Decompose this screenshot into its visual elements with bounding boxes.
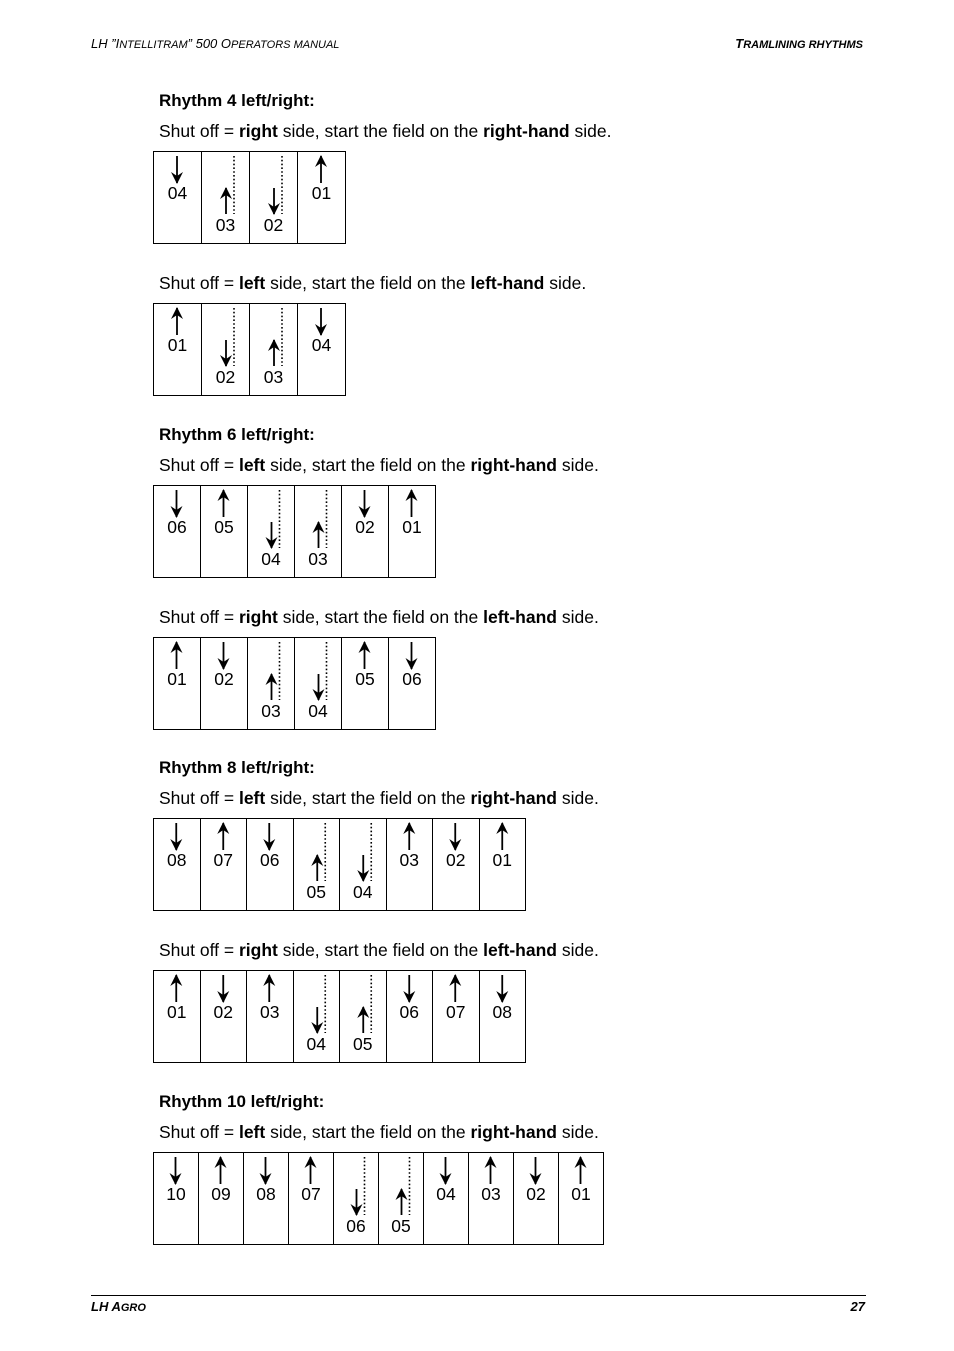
track-number: 03	[261, 701, 281, 721]
description-text: side, start the field on the	[277, 121, 484, 141]
track-number: 07	[446, 1002, 466, 1022]
track-cell	[199, 1153, 244, 1244]
track-cell	[387, 971, 434, 1062]
emphasis-text: right-hand	[470, 455, 557, 475]
description-text: side.	[557, 940, 599, 960]
track-cell	[389, 486, 436, 577]
tramline-diagram	[153, 637, 436, 730]
track-number: 08	[167, 850, 187, 870]
track-number: 02	[213, 1002, 233, 1022]
running-header-section	[735, 36, 863, 51]
track-number: 04	[436, 1184, 456, 1204]
emphasis-text: left-hand	[483, 940, 557, 960]
shutoff-description	[159, 273, 586, 294]
track-number: 03	[215, 215, 236, 235]
track-cell	[298, 304, 346, 395]
track-number: 04	[353, 882, 373, 902]
description-text: side.	[544, 273, 587, 293]
track-number: 05	[353, 1034, 373, 1054]
section-heading: Rhythm 10 left/right:	[159, 1092, 325, 1111]
track-cell	[289, 1153, 334, 1244]
track-number: 04	[261, 549, 281, 569]
track-cell	[201, 971, 248, 1062]
track-number: 02	[446, 850, 466, 870]
track-cell	[154, 1153, 199, 1244]
emphasis-text: left-hand	[483, 607, 557, 627]
track-cell	[334, 1153, 379, 1244]
track-number: 02	[355, 517, 375, 537]
shutoff-description	[159, 1122, 599, 1143]
track-number: 02	[526, 1184, 546, 1204]
section-heading: Rhythm 6 left/right:	[159, 425, 315, 444]
emphasis-text: left	[238, 273, 266, 293]
track-cell	[340, 819, 387, 910]
track-number: 09	[211, 1184, 231, 1204]
emphasis-text: right	[238, 121, 278, 141]
track-number: 03	[260, 1002, 280, 1022]
emphasis-text: left	[238, 788, 266, 808]
emphasis-text: right-hand	[483, 121, 570, 141]
track-cell	[480, 971, 527, 1062]
section-heading: Rhythm 4 left/right:	[159, 91, 315, 110]
track-cell	[424, 1153, 469, 1244]
emphasis-text: left-hand	[470, 273, 545, 293]
track-number: 01	[167, 1002, 187, 1022]
track-number: 08	[492, 1002, 512, 1022]
track-number: 10	[166, 1184, 186, 1204]
track-cell	[340, 971, 387, 1062]
tramline-diagram	[153, 1152, 604, 1245]
track-cell	[202, 304, 250, 395]
track-cell	[342, 638, 389, 729]
track-cell	[201, 486, 248, 577]
track-number: 03	[308, 549, 328, 569]
description-text: Shut off =	[159, 607, 239, 627]
track-number: 06	[167, 517, 187, 537]
track-cell	[379, 1153, 424, 1244]
description-text: side.	[569, 121, 612, 141]
header-title-part: LH ”	[91, 36, 116, 51]
track-cell	[202, 152, 250, 243]
track-cell	[387, 819, 434, 910]
emphasis-text: left	[238, 1122, 266, 1142]
track-cell	[154, 819, 201, 910]
track-number: 01	[571, 1184, 591, 1204]
description-text: Shut off =	[159, 788, 239, 808]
header-title-part: PERATORS MANUAL	[231, 39, 340, 51]
description-text: side, start the field on the	[277, 607, 484, 627]
track-number: 03	[399, 850, 419, 870]
track-cell	[154, 971, 201, 1062]
shutoff-description	[159, 940, 599, 961]
track-number: 01	[311, 183, 332, 203]
track-cell	[480, 819, 527, 910]
description-text: Shut off =	[159, 1122, 239, 1142]
description-text: side, start the field on the	[265, 1122, 471, 1142]
header-title-part: ” 500 O	[187, 36, 232, 51]
track-number: 04	[308, 701, 328, 721]
track-cell	[248, 486, 295, 577]
tramline-diagram	[153, 485, 436, 578]
track-number: 04	[306, 1034, 326, 1054]
track-number: 05	[355, 669, 375, 689]
track-number: 02	[214, 669, 234, 689]
track-cell	[250, 304, 298, 395]
track-cell	[298, 152, 346, 243]
track-cell	[342, 486, 389, 577]
track-number: 06	[260, 850, 280, 870]
track-cell	[154, 638, 201, 729]
emphasis-text: left	[238, 455, 266, 475]
footer-company	[91, 1299, 146, 1314]
track-number: 05	[214, 517, 234, 537]
track-number: 07	[301, 1184, 321, 1204]
track-cell	[433, 819, 480, 910]
track-cell	[201, 819, 248, 910]
footer-company-part: GRO	[120, 1302, 146, 1314]
emphasis-text: right-hand	[470, 1122, 557, 1142]
track-number: 03	[263, 367, 284, 387]
track-cell	[295, 486, 342, 577]
description-text: Shut off =	[159, 121, 239, 141]
emphasis-text: right	[238, 607, 278, 627]
description-text: Shut off =	[159, 273, 239, 293]
emphasis-text: right	[238, 940, 278, 960]
description-text: side, start the field on the	[277, 940, 484, 960]
track-number: 02	[215, 367, 236, 387]
track-cell	[559, 1153, 604, 1244]
track-number: 01	[167, 335, 188, 355]
track-number: 05	[306, 882, 326, 902]
track-cell	[248, 638, 295, 729]
shutoff-description	[159, 121, 611, 142]
track-number: 02	[263, 215, 284, 235]
tramline-diagram	[153, 818, 526, 911]
shutoff-description	[159, 788, 599, 809]
description-text: Shut off =	[159, 940, 239, 960]
description-text: side.	[556, 788, 599, 808]
track-cell	[154, 152, 202, 243]
header-section-part: T	[735, 36, 744, 51]
track-number: 04	[311, 335, 332, 355]
footer-company-part: LH A	[91, 1299, 121, 1314]
track-number: 07	[213, 850, 233, 870]
track-number: 04	[167, 183, 188, 203]
emphasis-text: right-hand	[470, 788, 557, 808]
description-text: side.	[556, 1122, 599, 1142]
track-number: 01	[492, 850, 512, 870]
track-number: 06	[402, 669, 422, 689]
track-number: 03	[481, 1184, 501, 1204]
footer-rule	[91, 1295, 866, 1296]
header-title-part: I	[115, 36, 120, 51]
track-cell	[250, 152, 298, 243]
track-number: 06	[399, 1002, 419, 1022]
description-text: side, start the field on the	[265, 455, 471, 475]
track-cell	[154, 486, 201, 577]
track-cell	[389, 638, 436, 729]
description-text: side.	[556, 455, 599, 475]
track-cell	[247, 971, 294, 1062]
shutoff-description	[159, 607, 599, 628]
track-number: 01	[167, 669, 187, 689]
tramline-diagram	[153, 970, 526, 1063]
track-cell	[514, 1153, 559, 1244]
description-text: side.	[557, 607, 599, 627]
track-cell	[294, 971, 341, 1062]
track-number: 08	[256, 1184, 276, 1204]
track-cell	[247, 819, 294, 910]
track-number: 06	[346, 1216, 366, 1236]
section-heading: Rhythm 8 left/right:	[159, 758, 315, 777]
track-cell	[469, 1153, 514, 1244]
header-section-part: RAMLINING RHYTHMS	[743, 39, 863, 51]
tramline-diagram	[153, 303, 346, 396]
track-cell	[244, 1153, 289, 1244]
track-cell	[201, 638, 248, 729]
track-number: 01	[402, 517, 422, 537]
page-number: 27	[850, 1299, 865, 1314]
track-cell	[433, 971, 480, 1062]
description-text: side, start the field on the	[265, 788, 471, 808]
track-cell	[294, 819, 341, 910]
running-header-title	[91, 36, 339, 51]
track-number: 05	[391, 1216, 411, 1236]
shutoff-description	[159, 455, 599, 476]
description-text: Shut off =	[159, 455, 239, 475]
track-cell	[295, 638, 342, 729]
track-cell	[154, 304, 202, 395]
header-title-part: NTELLITRAM	[119, 39, 188, 51]
description-text: side, start the field on the	[265, 273, 471, 293]
tramline-diagram	[153, 151, 346, 244]
